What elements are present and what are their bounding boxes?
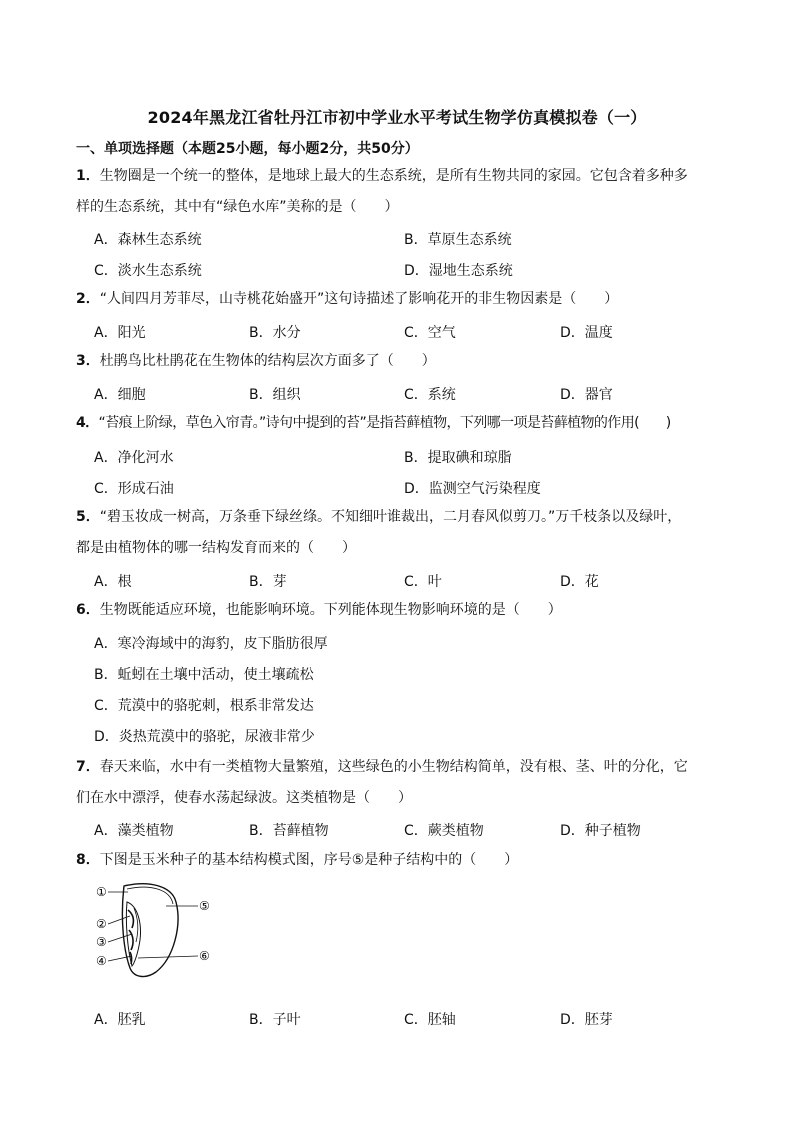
- question-8: [76, 845, 518, 876]
- label-3: ③: [96, 935, 107, 949]
- option-d[interactable]: D．器官: [560, 387, 613, 403]
- question-1: [76, 161, 726, 223]
- question-number: 2．: [76, 291, 100, 307]
- option-a[interactable]: A．根: [94, 574, 132, 590]
- option-a[interactable]: A．细胞: [94, 387, 146, 403]
- question-number: 8．: [76, 852, 100, 868]
- option-c[interactable]: C．淡水生态系统: [94, 263, 202, 279]
- question-text: “碧玉妆成一树高，万条垂下绿丝绦。不知细叶谁裁出，二月春风似剪刀。”万千枝条以及绿叶，: [99, 509, 682, 525]
- question-text: 下图是玉米种子的基本结构模式图，序号⑤是种子结构中的（ ）: [99, 852, 519, 868]
- label-5: ⑤: [199, 899, 210, 913]
- question-text: 春天来临，水中有一类植物大量繁殖，这些绿色的小生物结构简单，没有根、茎、叶的分化，它: [99, 759, 688, 775]
- option-d[interactable]: D．湿地生态系统: [404, 263, 513, 279]
- question-4: [76, 408, 671, 439]
- option-d[interactable]: D．炎热荒漠中的骆驼，尿液非常少: [94, 729, 315, 745]
- question-number: 3．: [76, 353, 100, 369]
- label-4: ④: [96, 954, 107, 968]
- option-b[interactable]: B．芽: [249, 574, 287, 590]
- question-text: 生物圈是一个统一的整体，是地球上最大的生态系统，是所有生物共同的家园。它包含着多种多: [99, 168, 688, 184]
- question-6: [76, 595, 562, 626]
- option-c[interactable]: C．蕨类植物: [404, 823, 484, 839]
- option-d[interactable]: D．胚芽: [560, 1012, 613, 1028]
- option-c[interactable]: C．荒漠中的骆驼刺，根系非常发达: [94, 698, 314, 714]
- option-a[interactable]: A．净化河水: [94, 450, 174, 466]
- option-b[interactable]: B．蚯蚓在土壤中活动，使土壤疏松: [94, 667, 314, 683]
- option-b[interactable]: B．草原生态系统: [404, 232, 512, 248]
- option-d[interactable]: D．监测空气污染程度: [404, 481, 541, 497]
- question-text: 们在水中漂浮，使春水荡起绿波。这类植物是（ ）: [76, 790, 412, 806]
- question-text: 杜鹃鸟比杜鹃花在生物体的结构层次方面多了（ ）: [99, 353, 436, 369]
- option-a[interactable]: A．胚乳: [94, 1012, 146, 1028]
- question-number: 5．: [76, 509, 100, 525]
- option-a[interactable]: A．藻类植物: [94, 823, 174, 839]
- question-5: [76, 502, 681, 564]
- option-b[interactable]: B．苔藓植物: [249, 823, 329, 839]
- label-2: ②: [96, 917, 107, 931]
- question-text: 都是由植物体的哪一结构发育而来的（ ）: [76, 540, 356, 556]
- option-a[interactable]: A．森林生态系统: [94, 232, 202, 248]
- question-text: “苔痕上阶绿，草色入帘青。”诗句中提到的苔”是指苔藓植物，下列哪一项是苔藓植物的作用( ): [98, 415, 671, 431]
- question-text: 样的生态系统，其中有“绿色水库”美称的是（ ）: [76, 199, 399, 215]
- label-1: ①: [96, 885, 107, 899]
- label-6: ⑥: [199, 949, 210, 963]
- option-b[interactable]: B．组织: [249, 387, 301, 403]
- question-3: [76, 346, 436, 377]
- option-b[interactable]: B．子叶: [249, 1012, 301, 1028]
- question-7: [76, 752, 688, 814]
- option-c[interactable]: C．空气: [404, 325, 456, 341]
- section-heading: 一、单项选择题（本题25小题，每小题2分，共50分）: [76, 141, 419, 157]
- leader-line: [108, 956, 132, 961]
- option-b[interactable]: B．提取碘和琼脂: [404, 450, 512, 466]
- option-c[interactable]: C．胚轴: [404, 1012, 456, 1028]
- question-text: 生物既能适应环境，也能影响环境。下列能体现生物影响环境的是（ ）: [99, 602, 562, 618]
- option-d[interactable]: D．花: [560, 574, 599, 590]
- question-number: 6．: [76, 602, 100, 618]
- question-number: 4．: [76, 415, 99, 431]
- option-d[interactable]: D．种子植物: [560, 823, 641, 839]
- option-d[interactable]: D．温度: [560, 325, 613, 341]
- option-a[interactable]: A．寒冷海域中的海豹，皮下脂肪很厚: [94, 636, 328, 652]
- option-a[interactable]: A．阳光: [94, 325, 146, 341]
- option-b[interactable]: B．水分: [249, 325, 301, 341]
- option-c[interactable]: C．系统: [404, 387, 456, 403]
- question-number: 1．: [76, 168, 100, 184]
- question-number: 7．: [76, 759, 100, 775]
- option-c[interactable]: C．形成石油: [94, 481, 174, 497]
- question-text: “人间四月芳菲尽，山寺桃花始盛开”这句诗描述了影响花开的非生物因素是（ ）: [99, 291, 619, 307]
- option-c[interactable]: C．叶: [404, 574, 442, 590]
- question-2: [76, 284, 618, 315]
- corn-seed-diagram: [94, 880, 224, 980]
- page-title: 2024年黑龙江省牡丹江市初中学业水平考试生物学仿真模拟卷（一）: [147, 108, 647, 127]
